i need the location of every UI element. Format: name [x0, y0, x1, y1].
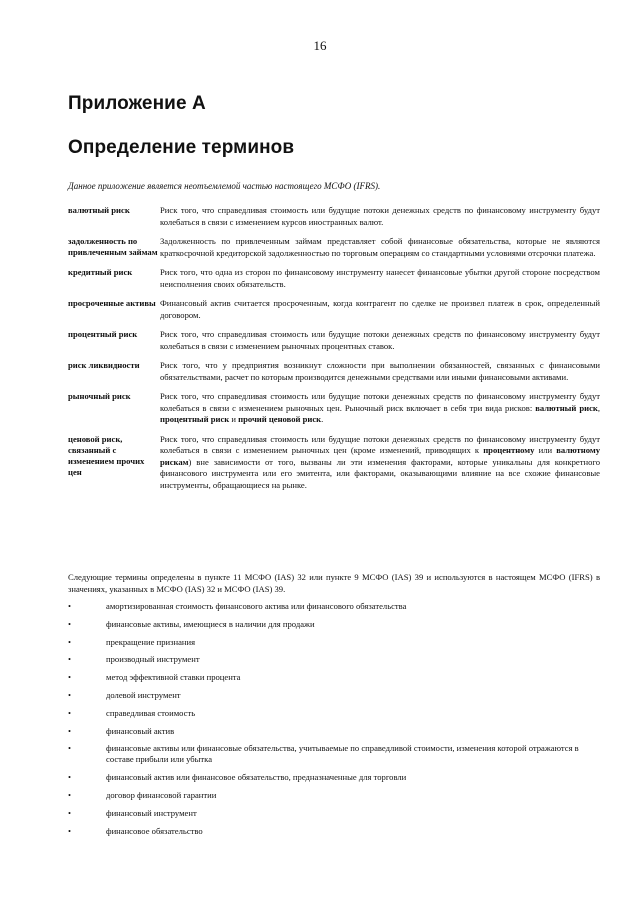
- list-item: [68, 743, 600, 765]
- list-item-text: производный инструмент: [106, 654, 200, 665]
- bullet-icon: •: [68, 707, 72, 718]
- list-item: [68, 601, 600, 612]
- term-name: задолженность по привлеченным займам: [68, 236, 158, 257]
- term-definition: [160, 391, 600, 426]
- list-item-text: финансовые активы или финансовые обязательства, учитываемые по справедливой стоимости, изменения которой отражаются в составе прибыли или убытка: [106, 743, 579, 765]
- bullet-list: [68, 601, 600, 843]
- bullet-icon: •: [68, 654, 72, 665]
- bold-term: прочий ценовой риск: [238, 414, 322, 424]
- page-number: 16: [313, 38, 327, 53]
- term-definition: Задолженность по привлеченным займам представляет собой финансовые обязательства, которые не являются краткосрочной кредиторской задолженностью по торговым операциям со стандартными условиями отсрочки платежа.: [160, 236, 600, 258]
- list-item: [68, 654, 600, 665]
- definition-text: Риск того, что справедливая стоимость или будущие потоки денежных средств по финансовому инструменту будут колебаться в связи с изменением рыночных цен (кроме изменений, приводящих к: [160, 433, 600, 455]
- definition-text: или: [534, 445, 557, 455]
- list-item: [68, 790, 600, 801]
- term-row: [68, 205, 600, 228]
- bold-term: процентному: [483, 445, 535, 455]
- bullet-icon: •: [68, 672, 72, 683]
- list-item: [68, 637, 600, 648]
- term-name: риск ликвидности: [68, 360, 140, 370]
- term-definition: Риск того, что у предприятия возникнут сложности при выполнении обязанностей, связанных с финансовыми обязательствами, расчет по которым производится денежными средствами или иными финансовыми активами.: [160, 360, 600, 382]
- term-row: [68, 360, 600, 383]
- term-row: [68, 236, 600, 259]
- term-name: кредитный риск: [68, 267, 133, 277]
- list-item-text: долевой инструмент: [106, 689, 181, 700]
- list-item: [68, 708, 600, 719]
- bold-term: процентный риск: [160, 414, 230, 424]
- definition-text: ) вне зависимости от того, вызваны ли эти изменения факторами, которые уникальны для конкретного финансового инструмента или его эмитента, или факторами, оказывающими влияние на все схожие финансовые инструменты, обращающиеся на рынке.: [160, 456, 600, 490]
- bullet-icon: •: [68, 689, 72, 700]
- term-definition: Финансовый актив считается просроченным, когда контрагент по сделке не произвел платеж в срок, определенный договором.: [160, 298, 600, 320]
- term-definition: [160, 434, 600, 492]
- bullet-icon: •: [68, 601, 72, 611]
- term-row: [68, 267, 600, 290]
- appendix-title: Приложение А: [68, 93, 206, 114]
- term-row: [68, 329, 600, 352]
- bullet-icon: •: [68, 789, 72, 800]
- term-name: рыночный риск: [68, 391, 131, 401]
- list-item-text: амортизированная стоимость финансового актива или финансового обязательства: [106, 601, 407, 611]
- list-item-text: прекращение признания: [106, 636, 196, 647]
- term-name: просроченные активы: [68, 298, 156, 308]
- bullet-icon: •: [68, 743, 72, 754]
- term-definition: Риск того, что справедливая стоимость или будущие потоки денежных средств по финансовому инструменту будут колебаться в связи с изменением рыночных процентных ставок.: [160, 329, 600, 351]
- list-item-text: финансовый актив или финансовое обязательство, предназначенные для торговли: [106, 772, 407, 783]
- list-item-text: финансовые активы, имеющиеся в наличии для продажи: [106, 618, 315, 629]
- term-row: [68, 434, 600, 492]
- terms-list: [68, 205, 600, 499]
- list-item-text: метод эффективной ставки процента: [106, 672, 241, 683]
- bullet-icon: •: [68, 807, 72, 818]
- term-row: [68, 298, 600, 321]
- bullet-icon: •: [68, 772, 72, 783]
- section-title: Определение терминов: [68, 137, 295, 158]
- term-name: процентный риск: [68, 329, 138, 339]
- term-row: [68, 391, 600, 426]
- list-item: [68, 808, 600, 819]
- bold-term: валютный риск: [535, 402, 598, 413]
- definition-text: .: [321, 414, 324, 424]
- list-item: [68, 772, 600, 783]
- list-item-text: финансовое обязательство: [106, 825, 203, 836]
- bullet-icon: •: [68, 825, 72, 836]
- list-item: [68, 726, 600, 737]
- definition-text: и: [229, 414, 239, 424]
- list-item: [68, 690, 600, 701]
- list-item-text: договор финансовой гарантии: [106, 789, 217, 800]
- term-definition: Риск того, что одна из сторон по финансовому инструменту нанесет финансовые убытки другой стороне посредством неисполнения своих обязательств.: [160, 267, 600, 289]
- list-item: [68, 619, 600, 630]
- list-item: [68, 672, 600, 683]
- term-definition: Риск того, что справедливая стоимость или будущие потоки денежных средств по финансовому инструменту будут колебаться в связи с изменением курсов иностранных валют.: [160, 205, 600, 227]
- bullet-icon: •: [68, 636, 72, 647]
- bullet-icon: •: [68, 618, 72, 629]
- list-item-text: финансовый инструмент: [106, 807, 197, 818]
- term-name: валютный риск: [68, 205, 130, 215]
- definition-text: Риск того, что справедливая стоимость или будущие потоки денежных средств по финансовому инструменту будут колебаться в связи с изменением рыночных цен. Рыночный риск включает в себя три вида рисков:: [160, 391, 600, 413]
- list-item-text: справедливая стоимость: [106, 707, 196, 718]
- list-item-text: финансовый актив: [106, 725, 175, 736]
- term-name: ценовой риск, связанный с изменением прочих цен: [68, 433, 145, 477]
- definition-text: ,: [597, 402, 600, 413]
- list-item: [68, 826, 600, 837]
- intro-text: Данное приложение является неотъемлемой частью настоящего МСФО (IFRS).: [68, 181, 381, 191]
- bullet-icon: •: [68, 725, 72, 736]
- following-terms-paragraph: Следующие термины определены в пункте 11 МСФО (IAS) 32 или пункте 9 МСФО (IAS) 39 и используются в настоящем МСФО (IFRS) в значениях, указанных в МСФО (IAS) 32 и МСФО (IAS) 39.: [68, 572, 600, 594]
- bold-term: валютному рискам: [160, 445, 600, 467]
